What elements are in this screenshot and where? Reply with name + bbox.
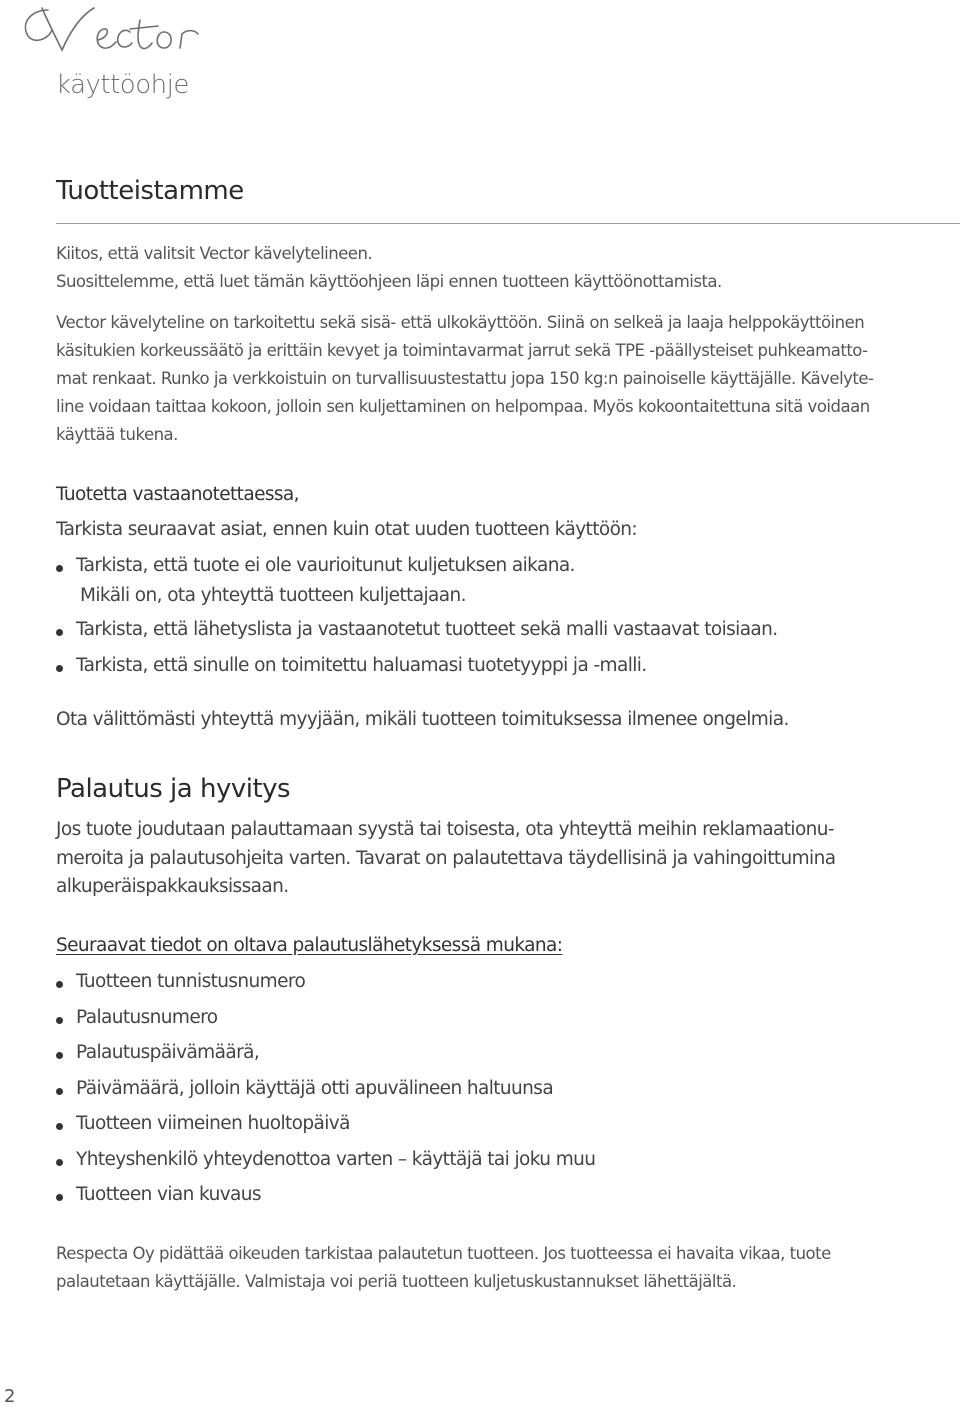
intro-line: Suosittelemme, että luet tämän käyttöohjeen läpi ennen tuotteen käyttöönottamista. xyxy=(56,272,722,291)
document-subtitle: käyttöohje xyxy=(56,70,189,100)
list-item-text: Päivämäärä, jolloin käyttäjä otti apuvälineen haltuunsa xyxy=(76,1078,554,1099)
bullet-dot xyxy=(56,1159,63,1166)
list-item-text-continued: Mikäli on, ota yhteyttä tuotteen kuljettajaan. xyxy=(80,585,466,606)
list-item-text: Palautuspäivämäärä, xyxy=(76,1042,260,1063)
bullet-dot xyxy=(56,565,63,572)
return-list-heading: Seuraavat tiedot on oltava palautuslähetyksessä mukana: xyxy=(56,935,563,956)
contact-note: Ota välittömästi yhteyttä myyjään, mikäli tuotteen toimituksessa ilmenee ongelmia. xyxy=(56,709,789,730)
list-item-text: Tuotteen tunnistusnumero xyxy=(76,971,306,992)
bullet-dot xyxy=(56,1123,63,1130)
intro-paragraph xyxy=(56,240,722,296)
bullet-dot xyxy=(56,1194,63,1201)
bullet-dot xyxy=(56,1052,63,1059)
description-line: Vector kävelyteline on tarkoitettu sekä sisä- että ulkokäyttöön. Siinä on selkeä ja laaja helppokäyttöinen xyxy=(56,313,865,332)
disclaimer-line: Respecta Oy pidättää oikeuden tarkistaa palautetun tuotteen. Jos tuotteessa ei havaita vikaa, tuote xyxy=(56,1244,831,1263)
disclaimer-line: palautetaan käyttäjälle. Valmistaja voi periä tuotteen kuljetuskustannukset lähettäjältä. xyxy=(56,1272,737,1291)
list-item-text: Tarkista, että sinulle on toimitettu haluamasi tuotetyyppi ja -malli. xyxy=(76,655,647,676)
list-item-text: Tuotteen vian kuvaus xyxy=(76,1184,261,1205)
bullet-dot xyxy=(56,1017,63,1024)
bullet-dot xyxy=(56,629,63,636)
check-intro: Tarkista seuraavat asiat, ennen kuin otat uuden tuotteen käyttöön: xyxy=(56,519,638,540)
list-item-text: Palautusnumero xyxy=(76,1007,218,1028)
bullet-dot xyxy=(56,1088,63,1095)
description-line: käyttää tukena. xyxy=(56,425,178,444)
section-title-tuotteistamme: Tuotteistamme xyxy=(56,176,244,206)
return-paragraph xyxy=(56,816,835,902)
list-item-text: Yhteyshenkilö yhteydenottoa varten – käyttäjä tai joku muu xyxy=(76,1149,596,1170)
list-item-text: Tuotteen viimeinen huoltopäivä xyxy=(76,1113,350,1134)
list-item-text: Tarkista, että tuote ei ole vaurioitunut kuljetuksen aikana. xyxy=(76,555,575,576)
page-number: 2 xyxy=(4,1386,16,1407)
disclaimer-paragraph xyxy=(56,1240,831,1296)
return-line: meroita ja palautusohjeita varten. Tavarat on palautettava täydellisinä ja vahingoittumina xyxy=(56,847,836,869)
receipt-heading: Tuotetta vastaanotettaessa, xyxy=(56,484,299,505)
section-divider xyxy=(56,223,960,224)
intro-line: Kiitos, että valitsit Vector kävelytelineen. xyxy=(56,244,373,263)
bullet-dot xyxy=(56,981,63,988)
return-line: alkuperäispakkauksissaan. xyxy=(56,876,289,897)
description-line: mat renkaat. Runko ja verkkoistuin on turvallisuustestattu jopa 150 kg:n painoiselle käyttäjälle. Kävelyte- xyxy=(56,369,874,388)
list-item-text: Tarkista, että lähetyslista ja vastaanotetut tuotteet sekä malli vastaavat toisiaan. xyxy=(76,619,778,640)
return-line: Jos tuote joudutaan palauttamaan syystä tai toisesta, ota yhteyttä meihin reklamaationu- xyxy=(56,819,834,840)
product-description xyxy=(56,309,874,449)
description-line: käsitukien korkeussäätö ja erittäin kevyet ja toimintavarmat jarrut sekä TPE -päällysteiset puhkeamatto- xyxy=(56,341,868,360)
bullet-dot xyxy=(56,665,63,672)
section-title-palautus: Palautus ja hyvitys xyxy=(56,774,291,804)
description-line: line voidaan taittaa kokoon, jolloin sen kuljettaminen on helpompaa. Myös kokoontaitettuna sitä voidaan xyxy=(56,397,870,416)
vector-logo xyxy=(18,2,208,68)
